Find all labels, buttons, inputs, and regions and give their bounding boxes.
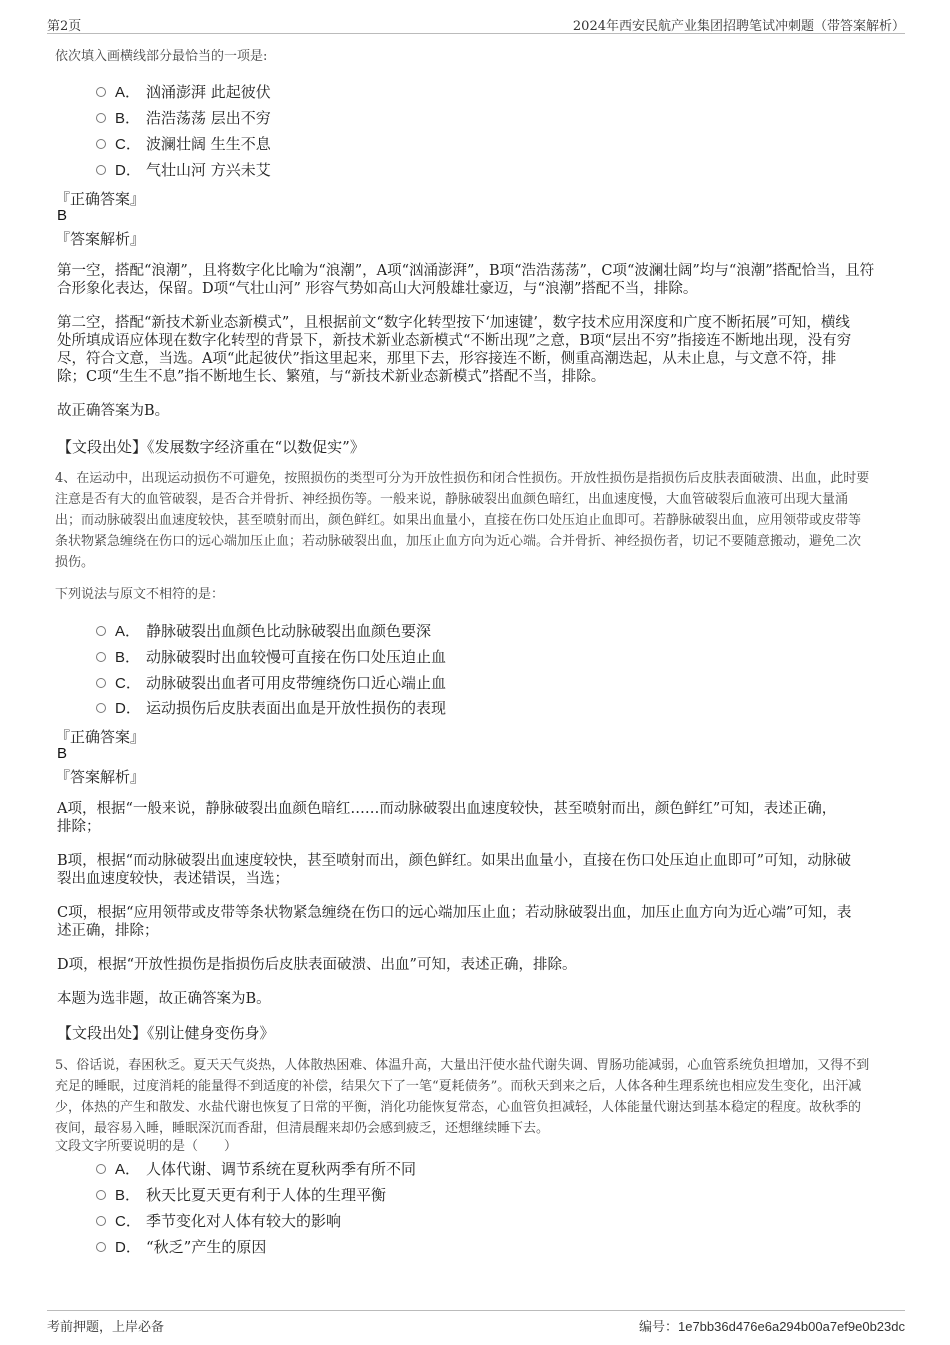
q3-analysis-line: 第二空，搭配“新技术新业态新模式”，且根据前文“数字化转型按下‘加速键’，数字技术应用深度和广度不断拓展”可知，横线 bbox=[57, 315, 850, 331]
q4-prompt: 下列说法与原文不相符的是： bbox=[55, 587, 225, 602]
radio-icon[interactable] bbox=[96, 626, 106, 636]
q3-option-c[interactable]: C． 波澜壮阔 生生不息 bbox=[96, 132, 271, 154]
q4-option-c[interactable]: C． 动脉破裂出血者可用皮带缠绕伤口近心端止血 bbox=[96, 671, 446, 693]
footer-slogan: 考前押题，上岸必备 bbox=[47, 1320, 165, 1335]
radio-icon[interactable] bbox=[96, 139, 106, 149]
document-code bbox=[639, 1316, 905, 1335]
document-title: 2024年西安民航产业集团招聘笔试冲刺题（带答案解析） bbox=[572, 19, 905, 34]
q4-source: 【文段出处】《别让健身变伤身》 bbox=[57, 1024, 275, 1042]
page-footer bbox=[47, 1310, 905, 1336]
q4-passage-line: 损伤。 bbox=[55, 555, 95, 570]
radio-icon[interactable] bbox=[96, 652, 106, 662]
q4-analysis-line: D项，根据“开放性损伤是指损伤后皮肤表面破溃、出血”可知，表述正确，排除。 bbox=[57, 957, 577, 973]
q5-option-a[interactable]: A． 人体代谢、调节系统在夏秋两季有所不同 bbox=[96, 1157, 416, 1179]
q4-option-a[interactable]: A． 静脉破裂出血颜色比动脉破裂出血颜色要深 bbox=[96, 619, 431, 641]
radio-icon[interactable] bbox=[96, 87, 106, 97]
q3-analysis-line: 处所填成语应体现在数字化转型的背景下，新技术新业态新模式“不断出现”之意，B项“层出不穷”指接连不断地出现，没有穷 bbox=[57, 333, 852, 349]
q5-passage-line: 5、俗话说，春困秋乏。夏天天气炎热，人体散热困难、体温升高，大量出汗使水盐代谢失调、胃肠功能减弱，心血管系统负担增加，又得不到 bbox=[55, 1058, 870, 1073]
q5-option-c[interactable]: C． 季节变化对人体有较大的影响 bbox=[96, 1209, 341, 1231]
radio-icon[interactable] bbox=[96, 1190, 106, 1200]
q3-analysis-line: 尽，符合文意，当选。A项“此起彼伏”指这里起来，那里下去，形容接连不断，侧重高潮迭起，从未止息，与文意不符，排 bbox=[57, 351, 837, 367]
q5-option-d[interactable]: D． “秋乏”产生的原因 bbox=[96, 1235, 266, 1257]
q4-passage-line: 出；而动脉破裂出血速度较快，甚至喷射而出，颜色鲜红。如果出血量小，直接在伤口处压迫止血即可。若静脉破裂出血，应用领带或皮带等 bbox=[55, 513, 862, 528]
q3-source: 【文段出处】《发展数字经济重在“以数促实”》 bbox=[57, 438, 365, 456]
q4-passage-line: 条状物紧急缠绕在伤口的远心端加压止血；若动脉破裂出血，加压止血方向为近心端。合并骨折、神经损伤者，切记不要随意搬动，避免二次 bbox=[55, 534, 862, 549]
q4-answer-label: 『正确答案』 bbox=[55, 728, 146, 746]
radio-icon[interactable] bbox=[96, 113, 106, 123]
q4-passage-line: 注意是否有大的血管破裂，是否合并骨折、神经损伤等。一般来说，静脉破裂出血颜色暗红，出血速度慢，大血管破裂后血液可出现大量涌 bbox=[55, 492, 849, 507]
q5-passage-line: 夜间，最容易入睡，睡眠深沉而香甜，但清晨醒来却仍会感到疲乏，还想继续睡下去。 bbox=[55, 1121, 550, 1136]
q4-option-d[interactable]: D． 运动损伤后皮肤表面出血是开放性损伤的表现 bbox=[96, 696, 446, 718]
q3-conclusion: 故正确答案为B。 bbox=[57, 403, 170, 419]
q3-analysis-label: 『答案解析』 bbox=[55, 230, 146, 248]
q5-prompt: 文段文字所要说明的是（ ） bbox=[55, 1139, 238, 1154]
q4-analysis-line: 裂出血速度较快，表述错误，当选； bbox=[57, 871, 289, 887]
q3-answer-label: 『正确答案』 bbox=[55, 190, 146, 208]
radio-icon[interactable] bbox=[96, 165, 106, 175]
q4-analysis-line: A项，根据“一般来说，静脉破裂出血颜色暗红……而动脉破裂出血速度较快，甚至喷射而出，颜色鲜红”可知，表述正确， bbox=[57, 801, 837, 817]
q5-passage-line: 充足的睡眠，过度消耗的能量得不到适度的补偿，结果欠下了一笔“夏耗债务”。而秋天到来之后，人体各种生理系统也相应发生变化，出汗减 bbox=[55, 1079, 862, 1094]
q3-analysis-line: 合形象化表达，保留。D项“气壮山河” 形容气势如高山大河般雄壮豪迈，与“浪潮”搭配不当，排除。 bbox=[57, 281, 698, 297]
q3-prompt: 依次填入画横线部分最恰当的一项是: bbox=[55, 49, 268, 64]
q4-analysis-label: 『答案解析』 bbox=[55, 768, 146, 786]
radio-icon[interactable] bbox=[96, 1216, 106, 1226]
code-label: 编号： bbox=[638, 1320, 678, 1335]
page-number: 第2页 bbox=[47, 19, 82, 34]
radio-icon[interactable] bbox=[96, 678, 106, 688]
radio-icon[interactable] bbox=[96, 703, 106, 713]
q4-conclusion: 本题为选非题，故正确答案为B。 bbox=[57, 991, 271, 1007]
q4-analysis-line: B项，根据“而动脉破裂出血速度较快，甚至喷射而出，颜色鲜红。如果出血量小，直接在伤口处压迫止血即可”可知，动脉破 bbox=[57, 853, 851, 869]
page-header bbox=[47, 14, 905, 34]
q4-analysis-line: 述正确，排除； bbox=[57, 923, 159, 939]
code-value: 1e7bb36d476e6a294b00a7ef9e0b23dc bbox=[677, 1319, 905, 1334]
q4-passage-line: 4、在运动中，出现运动损伤不可避免，按照损伤的类型可分为开放性损伤和闭合性损伤。开放性损伤是指损伤后皮肤表面破溃、出血，此时要 bbox=[55, 471, 870, 486]
q4-answer: B bbox=[57, 745, 68, 762]
q3-option-a[interactable]: A． 汹涌澎湃 此起彼伏 bbox=[96, 80, 271, 102]
radio-icon[interactable] bbox=[96, 1242, 106, 1252]
q3-answer: B bbox=[57, 207, 68, 224]
q4-option-b[interactable]: B． 动脉破裂时出血较慢可直接在伤口处压迫止血 bbox=[96, 645, 446, 667]
q3-analysis-line: 第一空，搭配“浪潮”，且将数字化比喻为“浪潮”，A项“汹涌澎湃”，B项“浩浩荡荡”，C项“波澜壮阔”均与“浪潮”搭配恰当，且符 bbox=[57, 263, 875, 279]
q5-passage-line: 少，体热的产生和散发、水盐代谢也恢复了日常的平衡，消化功能恢复常态，心血管负担减轻，人体能量代谢达到基本稳定的程度。故秋季的 bbox=[55, 1100, 862, 1115]
q4-analysis-line: C项，根据“应用领带或皮带等条状物紧急缠绕在伤口的远心端加压止血；若动脉破裂出血，加压止血方向为近心端”可知，表 bbox=[57, 905, 852, 921]
q4-analysis-line: 排除； bbox=[57, 819, 101, 835]
q5-option-b[interactable]: B． 秋天比夏天更有利于人体的生理平衡 bbox=[96, 1183, 386, 1205]
q3-analysis-line: 除；C项“生生不息”指不断地生长、繁殖，与“新技术新业态新模式”搭配不当，排除。 bbox=[57, 369, 606, 385]
q3-option-d[interactable]: D． 气壮山河 方兴未艾 bbox=[96, 158, 271, 180]
q3-option-b[interactable]: B． 浩浩荡荡 层出不穷 bbox=[96, 106, 271, 128]
radio-icon[interactable] bbox=[96, 1164, 106, 1174]
